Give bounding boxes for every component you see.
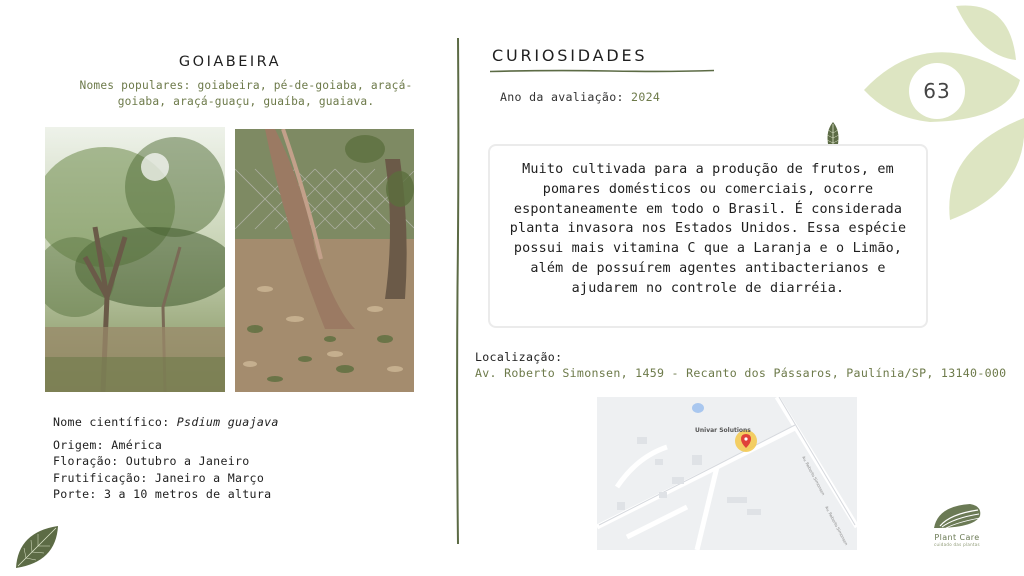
origin: Origem: América	[53, 437, 163, 452]
plant-size: Porte: 3 a 10 metros de altura	[53, 487, 272, 501]
svg-text:Av. Roberto Simonsen: Av. Roberto Simonsen	[801, 455, 827, 497]
location-address: Av. Roberto Simonsen, 1459 - Recanto dos Pássaros, Paulínia/SP, 13140-000	[475, 366, 1007, 380]
scientific-name-label: Nome científico:	[53, 415, 170, 429]
curiosities-title: CURIOSIDADES	[492, 46, 648, 65]
location-map	[597, 397, 857, 550]
title-underline	[490, 68, 714, 74]
trunk-photo	[235, 129, 414, 392]
fruiting: Frutificação: Janeiro a Março	[53, 470, 265, 485]
bottom-leaf-icon	[12, 522, 60, 570]
logo-tagline: cuidado das plantas	[934, 542, 980, 547]
vertical-divider	[456, 38, 460, 544]
map-place-label: Univar Solutions	[695, 427, 751, 434]
curiosity-description: Muito cultivada para a produção de frutos, em pomares domésticos ou comerciais, ocorre espontaneamente em todo o Brasil. É considerada planta invasora nos Estados Unidos. Essa espécie possui mais vitamina C que a Laranja e o Limão, além de possuírem agentes antibacterianos e ajudarem no controle de diarréia.	[509, 162, 907, 296]
plant-title: GOIABEIRA	[178, 54, 282, 70]
svg-text:Av. Roberto Simonsen: Av. Roberto Simonsen	[824, 505, 850, 547]
tree-photo	[45, 127, 225, 392]
evaluation-year-row	[500, 90, 660, 104]
evaluation-label: Ano da avaliação:	[500, 90, 624, 104]
location-label: Localização:	[475, 350, 563, 364]
logo-leaf-icon	[930, 502, 984, 532]
popular-names: Nomes populares: goiabeira, pé-de-goiaba, araçá-goiaba, araçá-guaçu, guaíba, guaiava.	[79, 79, 413, 108]
scientific-name: Psdium guajava	[176, 415, 279, 429]
logo-name: Plant Care	[934, 533, 980, 542]
flowering: Floração: Outubro a Janeiro	[53, 454, 250, 468]
page-number-badge: 63	[909, 63, 965, 119]
brand-logo	[924, 502, 990, 552]
evaluation-year: 2024	[631, 90, 661, 104]
plant-facts	[53, 414, 279, 503]
scientific-name-row	[53, 414, 279, 431]
